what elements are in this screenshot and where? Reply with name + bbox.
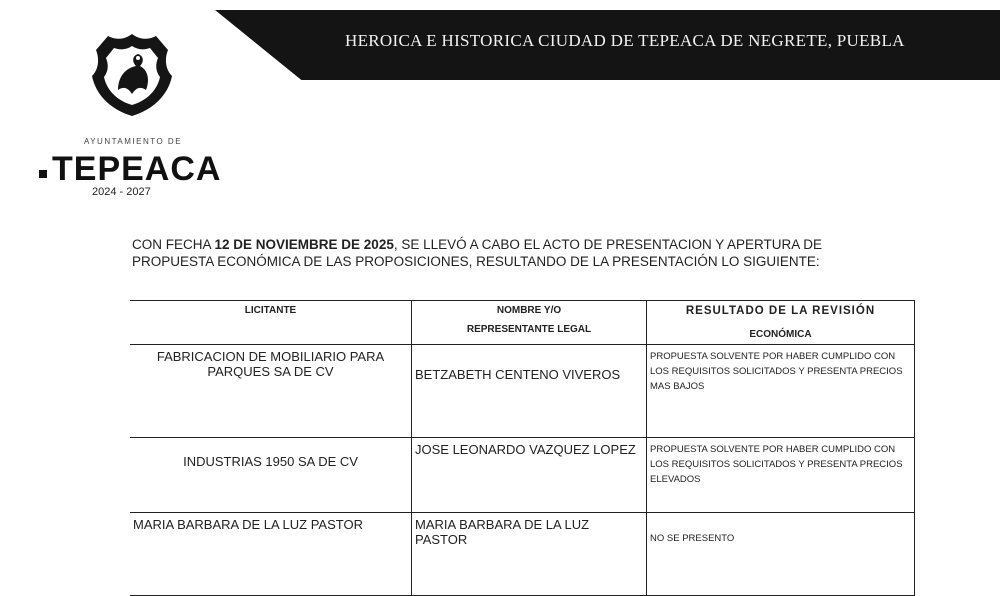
intro-date: 12 DE NOVIEMBRE DE 2025 xyxy=(214,237,394,252)
intro-paragraph xyxy=(132,236,892,270)
header-rep-line1: NOMBRE Y/O xyxy=(496,305,562,316)
representative-cell: MARIA BARBARA DE LA LUZ PASTOR xyxy=(412,513,647,596)
header-result-line2: ECONÓMICA xyxy=(749,329,812,340)
result-cell: PROPUESTA SOLVENTE POR HABER CUMPLIDO CON LOS REQUISITOS SOLICITADOS Y PRESENTA PRECIOS ELEVADOS xyxy=(647,438,915,513)
result-cell: PROPUESTA SOLVENTE POR HABER CUMPLIDO CON LOS REQUISITOS SOLICITADOS Y PRESENTA PRECIOS MAS BAJOS xyxy=(647,345,915,438)
representative-cell: JOSE LEONARDO VAZQUEZ LOPEZ xyxy=(412,438,647,513)
bidder-cell: FABRICACION DE MOBILIARIO PARA PARQUES SA DE CV xyxy=(130,345,412,438)
organization-name: TEPEACA xyxy=(52,150,222,188)
header-result-line1: RESULTADO DE LA REVISIÓN xyxy=(685,305,876,317)
table-row xyxy=(130,513,915,596)
bidder-cell: MARIA BARBARA DE LA LUZ PASTOR xyxy=(130,513,412,596)
table-row xyxy=(130,438,915,513)
table-header-row xyxy=(130,301,915,345)
header-bidder-text: LICITANTE xyxy=(244,305,297,316)
bidder-cell: INDUSTRIAS 1950 SA DE CV xyxy=(130,438,412,513)
organization-subtitle: AYUNTAMIENTO DE xyxy=(83,137,183,146)
organization-years: 2024 - 2027 xyxy=(92,186,151,198)
logo-dot xyxy=(39,170,47,178)
intro-part1: CON FECHA xyxy=(132,237,215,252)
header-representative xyxy=(412,301,647,345)
header-bidder xyxy=(130,301,412,345)
banner-title: HEROICA E HISTORICA CIUDAD DE TEPEACA DE NEGRETE, PUEBLA xyxy=(345,31,905,50)
results-table xyxy=(130,300,915,596)
table-row xyxy=(130,345,915,438)
header-result xyxy=(647,301,915,345)
representative-cell: BETZABETH CENTENO VIVEROS xyxy=(412,345,647,438)
intro-part2: , SE LLEVÓ A CABO EL ACTO DE PRESENTACION Y APERTURA DE PROPUESTA ECONÓMICA DE LAS PROPOSICIONES, RESULTANDO DE LA PRESENTACIÓN LO SIGUIENTE: xyxy=(132,237,823,269)
header-rep-line2: REPRESENTANTE LEGAL xyxy=(466,324,592,335)
result-cell: NO SE PRESENTO xyxy=(647,513,915,596)
city-seal-icon xyxy=(88,30,176,118)
